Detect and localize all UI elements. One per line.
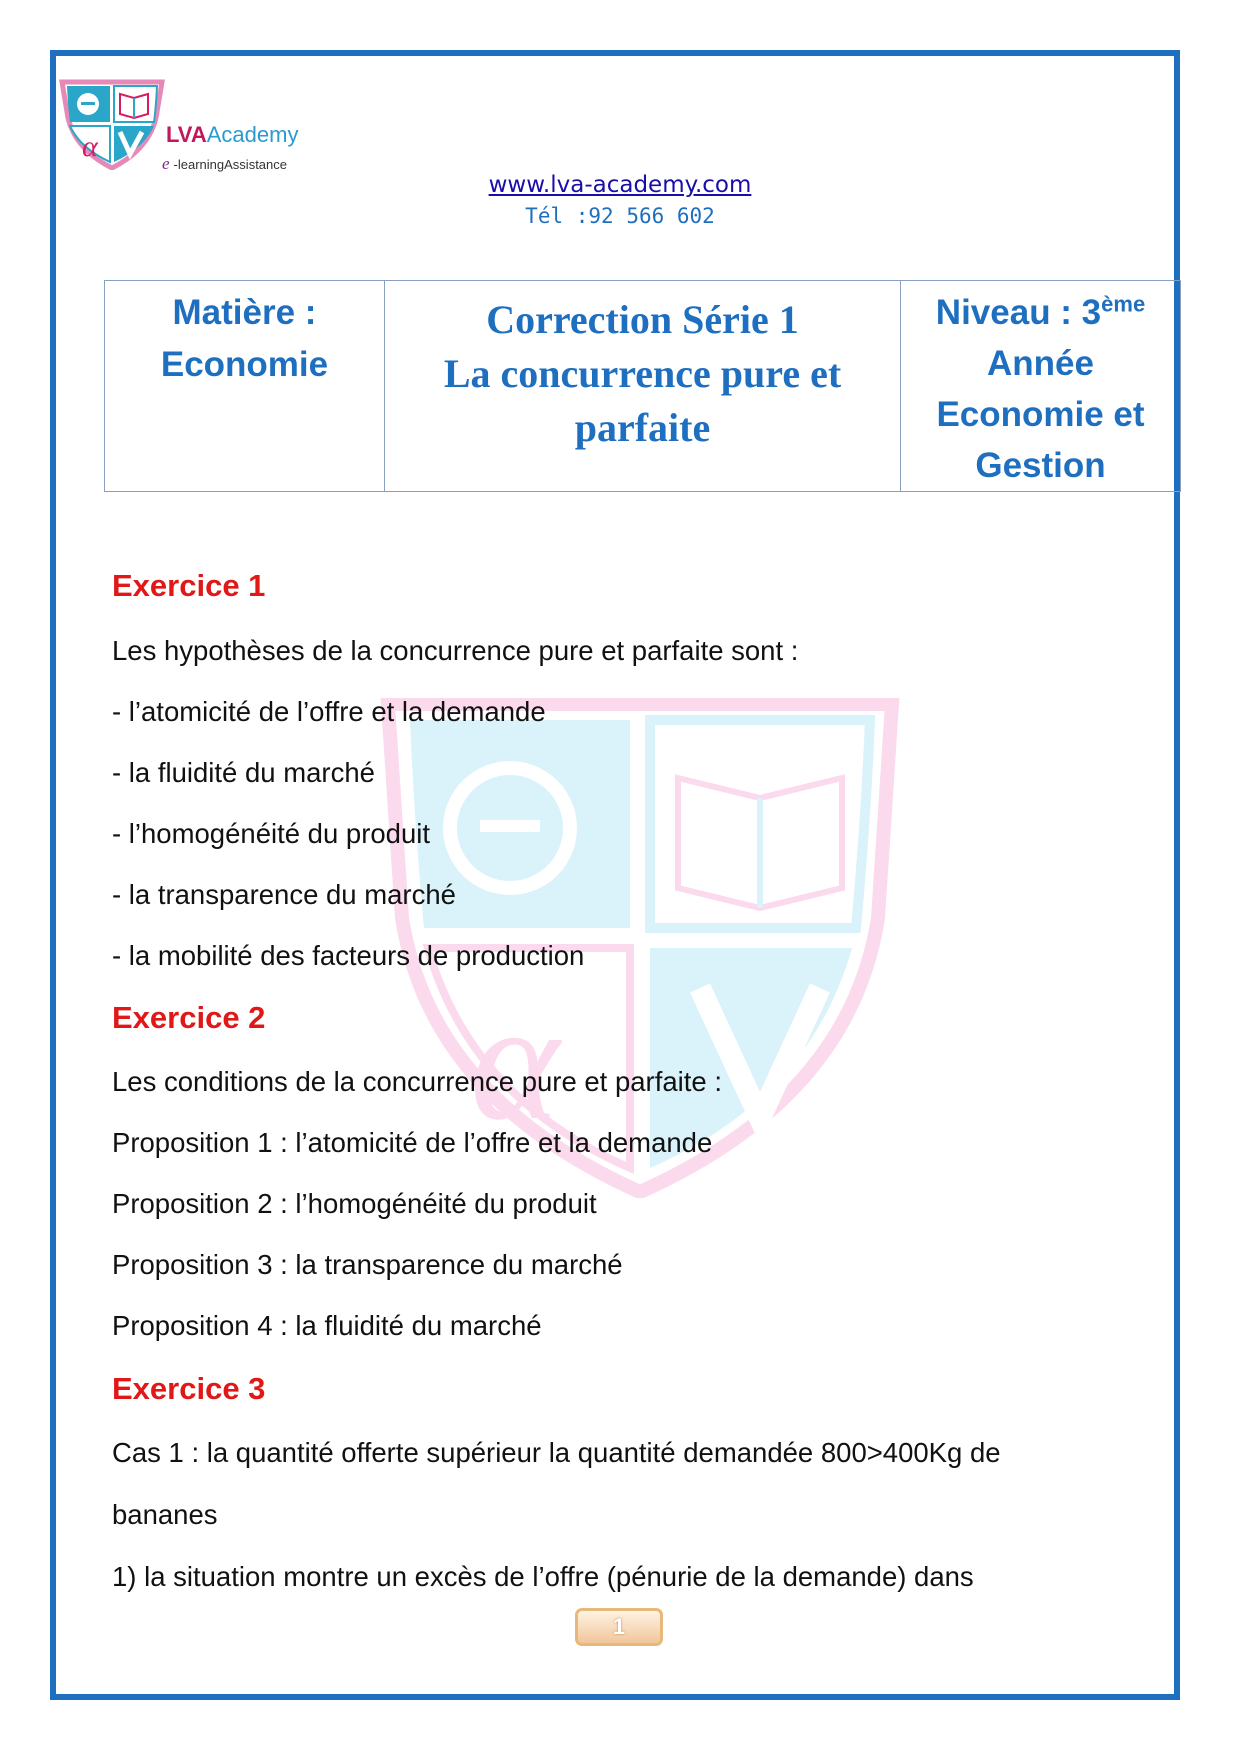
level-line-2: Année bbox=[987, 344, 1094, 383]
svg-text:α: α bbox=[470, 967, 560, 1155]
brand-suffix: Academy bbox=[206, 122, 299, 147]
brand-name bbox=[166, 122, 298, 148]
exercise-3-title: Exercice 3 bbox=[112, 1371, 266, 1406]
exercise-3-line: 1) la situation montre un excès de l’offre (pénurie de la demande) dans bbox=[112, 1561, 974, 1592]
exercise-2-item: Proposition 2 : l’homogénéité du produit bbox=[112, 1188, 597, 1219]
phone-number: Tél :92 566 602 bbox=[525, 204, 715, 228]
brand-tagline bbox=[162, 154, 287, 174]
exercise-3-line: bananes bbox=[112, 1499, 218, 1530]
title-line-2: La concurrence pure et bbox=[443, 351, 842, 396]
level-label: Niveau : 3 bbox=[935, 293, 1102, 332]
level-line-3: Economie et bbox=[936, 395, 1145, 434]
exercise-1-intro: Les hypothèses de la concurrence pure et parfaite sont : bbox=[112, 635, 799, 666]
level-sup: ème bbox=[1101, 291, 1146, 317]
exercise-1-item: - la transparence du marché bbox=[112, 879, 456, 910]
page-number: 1 bbox=[575, 1608, 663, 1646]
subject-cell bbox=[105, 281, 385, 492]
svg-text:α: α bbox=[82, 130, 98, 163]
exercise-1-item: - l’atomicité de l’offre et la demande bbox=[112, 696, 546, 727]
lva-logo bbox=[58, 78, 166, 170]
title-line-1: Correction Série 1 bbox=[486, 297, 799, 342]
exercise-2-item: Proposition 4 : la fluidité du marché bbox=[112, 1310, 542, 1341]
level-cell bbox=[901, 281, 1181, 492]
title-line-3: parfaite bbox=[574, 405, 711, 450]
exercise-3-line: Cas 1 : la quantité offerte supérieur la quantité demandée 800>400Kg de bbox=[112, 1437, 1001, 1468]
exercise-1-item: - la fluidité du marché bbox=[112, 757, 375, 788]
exercise-2-item: Proposition 1 : l’atomicité de l’offre et la demande bbox=[112, 1127, 713, 1158]
brand-tagline-e: e bbox=[162, 154, 170, 173]
subject-value: Economie bbox=[160, 345, 329, 384]
website-link[interactable]: www.lva-academy.com bbox=[488, 172, 752, 198]
subject-label: Matière : bbox=[172, 293, 317, 332]
exercise-1-item: - la mobilité des facteurs de production bbox=[112, 940, 585, 971]
info-table bbox=[104, 280, 1181, 492]
brand-tagline-text: -learningAssistance bbox=[173, 157, 287, 172]
exercise-2-intro: Les conditions de la concurrence pure et parfaite : bbox=[112, 1066, 722, 1097]
exercise-1-title: Exercice 1 bbox=[112, 568, 266, 603]
level-line-4: Gestion bbox=[975, 446, 1106, 485]
exercise-1-item: - l’homogénéité du produit bbox=[112, 818, 430, 849]
exercise-2-title: Exercice 2 bbox=[112, 1000, 266, 1035]
brand-prefix: LVA bbox=[166, 122, 207, 147]
title-cell bbox=[385, 281, 901, 492]
exercise-2-item: Proposition 3 : la transparence du marché bbox=[112, 1249, 623, 1280]
